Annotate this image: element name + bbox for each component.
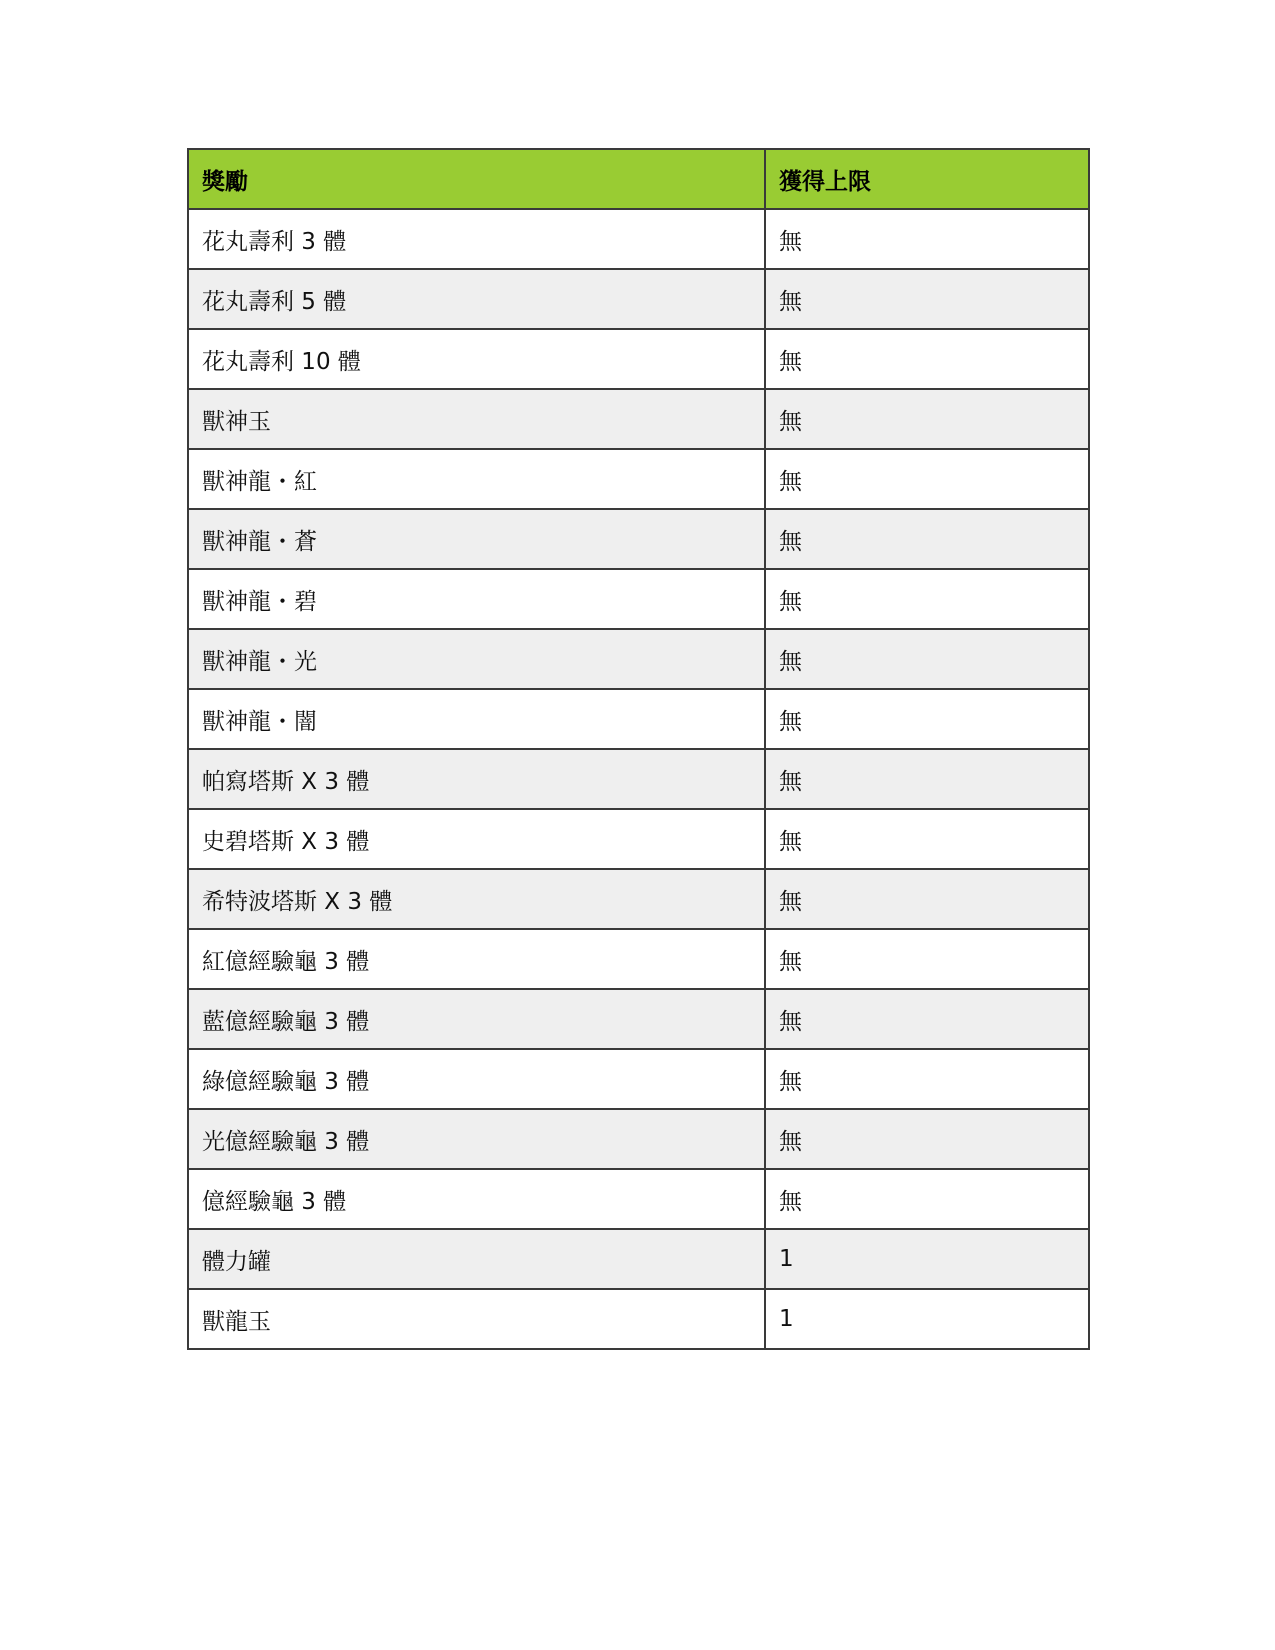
limit-cell: 無 [765, 689, 1089, 749]
table-row [188, 209, 1089, 269]
limit-cell: 無 [765, 389, 1089, 449]
limit-cell: 無 [765, 989, 1089, 1049]
limit-cell: 無 [765, 869, 1089, 929]
limit-cell: 無 [765, 1169, 1089, 1229]
reward-cell: 億經驗龜 3 體 [188, 1169, 765, 1229]
limit-cell: 無 [765, 1049, 1089, 1109]
table-row [188, 449, 1089, 509]
reward-cell: 綠億經驗龜 3 體 [188, 1049, 765, 1109]
reward-cell: 史碧塔斯 X 3 體 [188, 809, 765, 869]
reward-cell: 花丸壽利 3 體 [188, 209, 765, 269]
table-row [188, 329, 1089, 389]
limit-cell: 無 [765, 329, 1089, 389]
header-reward: 獎勵 [188, 149, 765, 209]
reward-cell: 紅億經驗龜 3 體 [188, 929, 765, 989]
table-body [188, 209, 1089, 1349]
reward-cell: 希特波塔斯 X 3 體 [188, 869, 765, 929]
table-header-row [188, 149, 1089, 209]
reward-cell: 花丸壽利 10 體 [188, 329, 765, 389]
table-row [188, 269, 1089, 329]
limit-cell: 無 [765, 809, 1089, 869]
reward-table-container [187, 148, 1088, 1350]
table-row [188, 1289, 1089, 1349]
limit-cell: 無 [765, 929, 1089, 989]
limit-cell: 無 [765, 209, 1089, 269]
reward-cell: 獸龍玉 [188, 1289, 765, 1349]
limit-cell: 無 [765, 629, 1089, 689]
table-row [188, 389, 1089, 449]
table-row [188, 689, 1089, 749]
table-row [188, 1109, 1089, 1169]
limit-cell: 1 [765, 1229, 1089, 1289]
limit-cell: 無 [765, 749, 1089, 809]
reward-cell: 獸神龍・紅 [188, 449, 765, 509]
table-row [188, 749, 1089, 809]
table-row [188, 569, 1089, 629]
table-row [188, 809, 1089, 869]
reward-cell: 獸神玉 [188, 389, 765, 449]
reward-cell: 藍億經驗龜 3 體 [188, 989, 765, 1049]
limit-cell: 無 [765, 1109, 1089, 1169]
header-limit: 獲得上限 [765, 149, 1089, 209]
reward-cell: 帕寫塔斯 X 3 體 [188, 749, 765, 809]
table-row [188, 509, 1089, 569]
reward-cell: 獸神龍・蒼 [188, 509, 765, 569]
table-row [188, 1169, 1089, 1229]
reward-cell: 光億經驗龜 3 體 [188, 1109, 765, 1169]
reward-cell: 獸神龍・光 [188, 629, 765, 689]
table-row [188, 869, 1089, 929]
reward-cell: 獸神龍・闇 [188, 689, 765, 749]
reward-cell: 獸神龍・碧 [188, 569, 765, 629]
table-row [188, 1229, 1089, 1289]
reward-cell: 花丸壽利 5 體 [188, 269, 765, 329]
table-row [188, 989, 1089, 1049]
limit-cell: 無 [765, 569, 1089, 629]
table-row [188, 929, 1089, 989]
reward-limit-table [187, 148, 1090, 1350]
limit-cell: 無 [765, 509, 1089, 569]
limit-cell: 無 [765, 269, 1089, 329]
limit-cell: 1 [765, 1289, 1089, 1349]
limit-cell: 無 [765, 449, 1089, 509]
reward-cell: 體力罐 [188, 1229, 765, 1289]
table-row [188, 1049, 1089, 1109]
table-row [188, 629, 1089, 689]
